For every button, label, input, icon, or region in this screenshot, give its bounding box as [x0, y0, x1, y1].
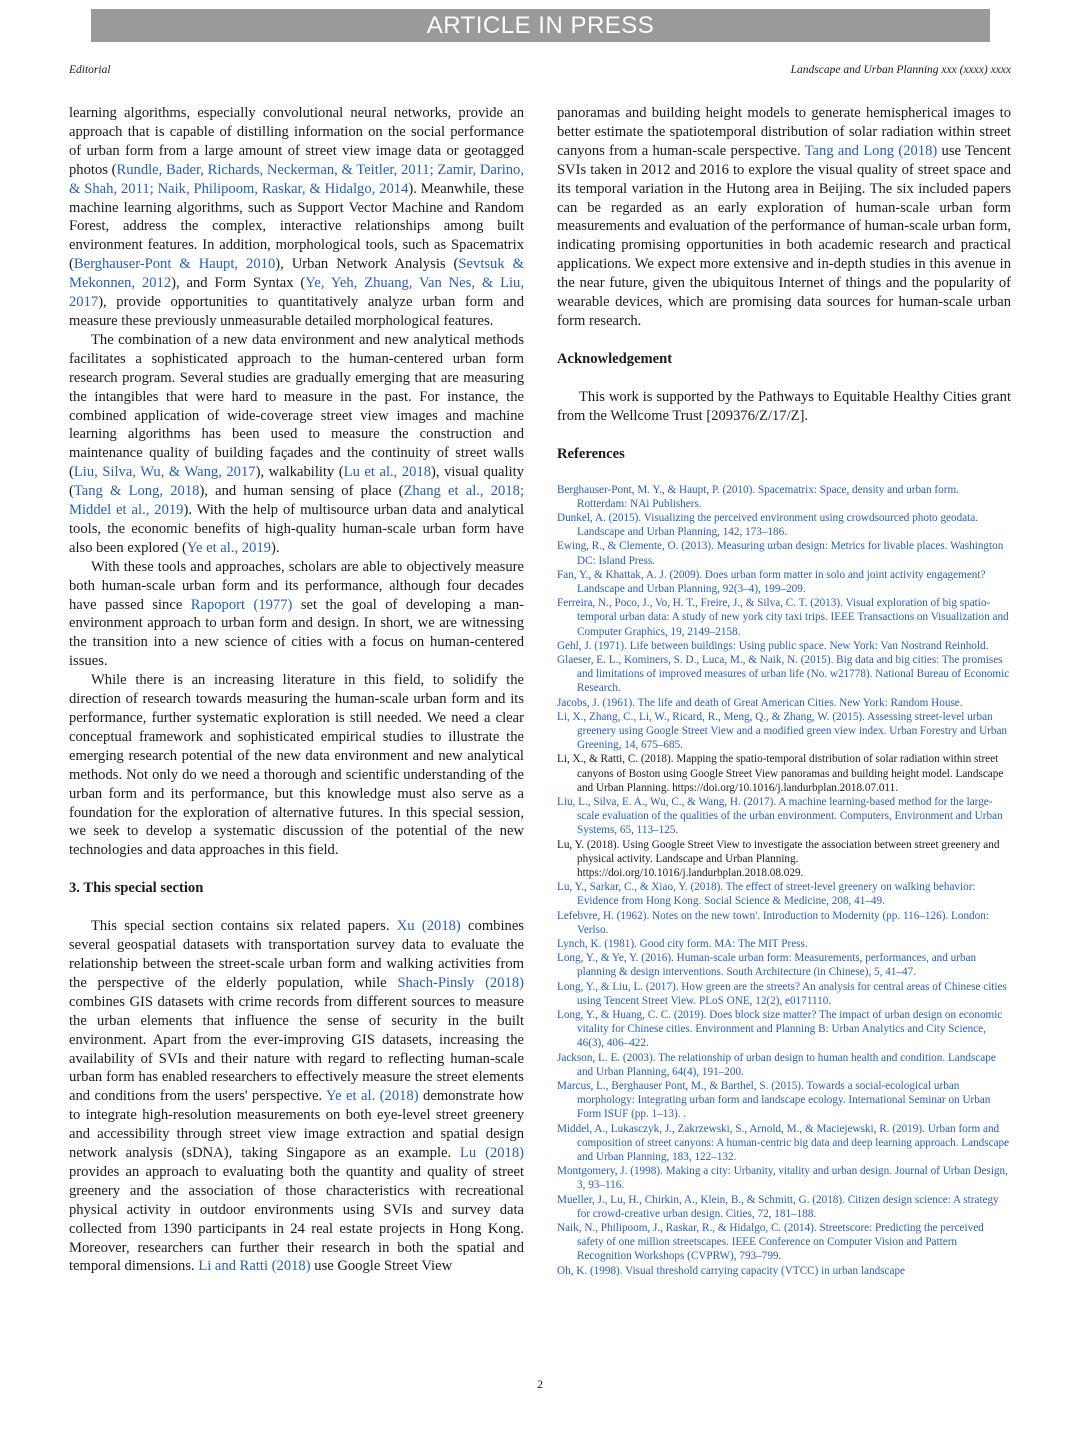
reference-item[interactable]: Liu, L., Silva, E. A., Wu, C., & Wang, H. (2017). A machine learning-based method for the large-scale evaluation of the qualities of the urban environment. Computers, Environment and Urban Systems, 65, 113–125.	[557, 795, 1003, 837]
citation-link[interactable]: Rundle, Bader, Richards, Neckerman, & Teitler, 2011; Zamir, Darino, & Shah, 2011; Naik, Philipoom, Raskar, & Hidalgo, 2014	[69, 161, 524, 197]
text-run: ). Meanwhile, these machine learning algorithms, such as Support Vector Machine and Random Forest, address the complex, interactive relationships among built environment features. In addition, morphological tools, such as Spacematrix (	[69, 180, 524, 273]
text-run: combines GIS datasets with crime records from different sources to measure the urban elements that influence the sense of security in the built environment. Apart from the ever-improving GIS datasets, increasing the availability of SVIs and their nature with regard to reflecting human-scale urban form has enabled researchers to effectively measure the street elements and conditions from the users' perspective.	[69, 993, 524, 1105]
text-run: ).	[270, 539, 280, 556]
reference-item[interactable]: Gehl, J. (1971). Life between buildings: Using public space. New York: Van Nostrand Reinhold.	[557, 639, 989, 652]
paragraph-special-section	[69, 917, 524, 1276]
left-column	[69, 104, 524, 1276]
reference-item[interactable]: Li, X., & Ratti, C. (2018). Mapping the spatio-temporal distribution of solar radiation within street canyons of Boston using Google Street View panoramas and building height model. Landscape and Urban Planning. https://doi.org/10.1016/j.landurbplan.2018.07.011.	[557, 753, 1004, 794]
citation-link[interactable]: Li and Ratti (2018)	[198, 1258, 311, 1275]
citation-link[interactable]: Lu (2018)	[460, 1145, 524, 1162]
text-run: set the goal of developing a man-environment approach to urban form and design. In short, we are witnessing the transition into a new science of cities with a focus on human-centered issues.	[69, 596, 525, 670]
reference-item[interactable]: Mueller, J., Lu, H., Chirkin, A., Klein, B., & Schmitt, G. (2018). Citizen design science: A strategy for crowd-creative urban design. Cities, 72, 181–188.	[557, 1193, 999, 1220]
citation-link[interactable]: Berghauser-Pont & Haupt, 2010	[73, 256, 276, 273]
text-run: use Tencent SVIs taken in 2012 and 2016 to explore the visual quality of street space and its temporal variation in the Hutong area in Beijing. The six included papers can be regarded as an early exploration of human-scale urban form measurements and evaluation of the performance of human-scale urban form, indicating promising opportunities in both academic research and practical applications. We expect more extensive and in-depth studies in this avenue in the near future, given the ubiquitous Internet of things and the popularity of wearable devices, which are promising data sources for human-scale urban form research.	[557, 142, 1011, 329]
citation-link[interactable]: Ye, Yeh, Zhuang, Van Nes, & Liu, 2017	[69, 275, 525, 311]
citation-link[interactable]: Ye et al., 2019	[186, 539, 271, 556]
reference-item[interactable]: Jacobs, J. (1961). The life and death of Great American Cities. New York: Random House.	[557, 696, 963, 709]
reference-item[interactable]: Naik, N., Philipoom, J., Raskar, R., & Hidalgo, C. (2014). Streetscore: Predicting the perceived safety of one million streetscapes. IEEE Conference on Computer Vision and Pattern Recognition Workshops (CVPRW), 793–799.	[557, 1222, 984, 1263]
reference-item[interactable]: Lefebvre, H. (1962). Notes on the new town'. Introduction to Modernity (pp. 116–126). London: Verlso.	[557, 909, 989, 936]
reference-list	[557, 483, 1011, 1278]
citation-link[interactable]: Liu, Silva, Wu, & Wang, 2017	[73, 464, 256, 481]
reference-item[interactable]: Glaeser, E. L., Kominers, S. D., Luca, M., & Naik, N. (2015). Big data and big cities: The promises and limitations of improved measures of urban life (No. w21778). National Bureau of Economic Research.	[557, 653, 1010, 695]
citation-link[interactable]: Shach-Pinsly (2018)	[397, 974, 524, 991]
reference-item[interactable]: Ferreira, N., Poco, J., Vo, H. T., Freire, J., & Silva, C. T. (2013). Visual exploration of big spatio-temporal urban data: A study of new york city taxi trips. IEEE Transactions on Visualization and Computer Graphics, 19, 2149–2158.	[557, 597, 1009, 638]
text-run: ), walkability (	[255, 464, 344, 481]
acknowledgement-text: This work is supported by the Pathways to Equitable Healthy Cities grant from the Wellcome Trust [209376/Z/17/Z].	[557, 388, 1011, 424]
reference-item[interactable]: Long, Y., & Huang, C. C. (2019). Does block size matter? The impact of urban design on economic vitality for Chinese cities. Environment and Planning B: Urban Analytics and City Science, 46(3), 406–422.	[557, 1009, 1003, 1050]
paragraph-new-data-environment	[69, 331, 524, 558]
article-in-press-banner: ARTICLE IN PRESS	[91, 9, 990, 42]
reference-item[interactable]: Lu, Y., Sarkar, C., & Xiao, Y. (2018). The effect of street-level greenery on walking behavior: Evidence from Hong Kong. Social Science & Medicine, 208, 41–49.	[557, 881, 976, 908]
reference-item[interactable]: Dunkel, A. (2015). Visualizing the perceived environment using crowdsourced photo geodata. Landscape and Urban Planning, 142, 173–186.	[557, 511, 979, 539]
text-run: The combination of a new data environment and new analytical methods facilitates a sophisticated approach to the human-centered urban form research program. Several studies are gradually emerging that are measuring the intangibles that were hard to measure in the past. For instance, the combined application of wide-coverage street view images and machine learning algorithms has been used to measure the construction and maintenance quality of building façades and the continuity of street walls (	[69, 331, 524, 481]
reference-item[interactable]: Montgomery, J. (1998). Making a city: Urbanity, vitality and urban design. Journal of Urban Design, 3, 93–116.	[557, 1165, 1008, 1192]
reference-item[interactable]: Fan, Y., & Khattak, A. J. (2009). Does urban form matter in solo and joint activity engagement? Landscape and Urban Planning, 92(3–4), 199–209.	[557, 568, 986, 595]
text-run: provides an approach to evaluating both the quantity and quality of street greenery and the association of those characteristics with recreational physical activity in outdoor environments using SVIs and survey data collected from 1390 participants in 24 real estate projects in Hong Kong. Moreover, researchers can further their research in both the spatial and temporal dimensions.	[69, 1163, 524, 1275]
paragraph-tools-approaches	[69, 558, 524, 671]
page-number: 2	[537, 1377, 543, 1391]
running-header-left: Editorial	[69, 64, 111, 76]
reference-item[interactable]: Marcus, L., Berghauser Pont, M., & Barthel, S. (2015). Towards a social-ecological urban morphology: Integrating urban form and landscape ecology. International Seminar on Urban Form ISUF (pp. 1–13). .	[557, 1080, 991, 1121]
citation-link[interactable]: Zhang et al., 2018; Middel et al., 2019	[69, 483, 524, 519]
citation-link[interactable]: Tang & Long, 2018	[73, 483, 200, 500]
paragraph-increasing-literature: While there is an increasing literature in this field, to solidify the direction of research towards measuring the human-scale urban form and its performance, further systematic exploration is still needed. We need a clear conceptual framework and sophisticated empirical studies to illustrate the emerging research potential of the new data environment and new analytical methods. Not only do we need a thorough and scientific understanding of the urban form and its performance, but this knowledge must also serve as a foundation for the exploration of alternative futures. In this special session, we seek to develop a systematic discussion of the potential of the new technologies and data approaches in this field.	[69, 672, 524, 859]
citation-link[interactable]: Xu (2018)	[396, 918, 461, 935]
reference-item[interactable]: Long, Y., & Liu, L. (2017). How green are the streets? An analysis for central areas of Chinese cities using Tencent Street View. PLoS ONE, 12(2), e0171110.	[557, 980, 1007, 1007]
paragraph-continued	[557, 104, 1011, 331]
text-run: This special section contains six related papers.	[91, 918, 397, 935]
reference-item[interactable]: Long, Y., & Ye, Y. (2016). Human-scale urban form: Measurements, performances, and urban planning & design interventions. South Architecture (in Chinese), 5, 41–47.	[557, 952, 977, 979]
running-header-right: Landscape and Urban Planning xxx (xxxx) xxxx	[790, 64, 1011, 76]
citation-link[interactable]: Sevtsuk & Mekonnen, 2012	[69, 256, 524, 292]
reference-item[interactable]: Lu, Y. (2018). Using Google Street View to investigate the association between street greenery and physical activity. Landscape and Urban Planning. https://doi.org/10.1016/j.landurbplan.2018.08.029.	[557, 838, 1000, 879]
right-column	[557, 104, 1011, 1278]
reference-item[interactable]: Jackson, L. E. (2003). The relationship of urban design to human health and condition. Landscape and Urban Planning, 64(4), 191–200.	[557, 1051, 996, 1078]
section-heading-special-section: 3. This special section	[69, 880, 204, 897]
text-run: ), provide opportunities to quantitatively analyze urban form and measure these previously unmeasurable detailed morphological features.	[69, 294, 524, 329]
text-run: ), and human sensing of place (	[199, 483, 404, 500]
reference-item[interactable]: Berghauser-Pont, M. Y., & Haupt, P. (2010). Spacematrix: Space, density and urban form. Rotterdam: NAi Publishers.	[557, 483, 959, 510]
text-run: use Google Street View	[310, 1258, 453, 1275]
text-run: ). With the help of multisource urban data and analytical tools, the economic benefits of high-quality human-scale urban form have also been explored (	[69, 502, 524, 556]
text-run: panoramas and building height models to generate hemispherical images to better estimate the spatiotemporal distribution of solar radiation within street canyons from a human-scale perspective.	[557, 105, 1011, 159]
text-run: demonstrate how to integrate high-resolution measurements on both eye-level street greenery and accessibility through street view image extraction and spatial design network analysis (sDNA), taking Singapore as an example.	[69, 1088, 524, 1162]
reference-item[interactable]: Lynch, K. (1981). Good city form. MA: The MIT Press.	[557, 938, 808, 950]
reference-item[interactable]: Ewing, R., & Clemente, O. (2013). Measuring urban design: Metrics for livable places. Washington DC: Island Press.	[557, 540, 1004, 567]
text-run: ), and Form Syntax (	[171, 275, 306, 292]
text-run: ), visual quality (	[69, 464, 524, 500]
text-run: combines several geospatial datasets with transportation survey data to evaluate the relationship between the street-scale urban form and walking activities from the perspective of the elderly population, while	[69, 918, 524, 991]
citation-link[interactable]: Rapoport (1977)	[190, 596, 293, 613]
references-heading: References	[557, 445, 625, 462]
citation-link[interactable]: Ye et al. (2018)	[326, 1088, 419, 1105]
acknowledgement-heading: Acknowledgement	[557, 350, 673, 367]
reference-item[interactable]: Oh, K. (1998). Visual threshold carrying capacity (VTCC) in urban landscape	[557, 1264, 906, 1277]
reference-item[interactable]: Li, X., Zhang, C., Li, W., Ricard, R., Meng, Q., & Zhang, W. (2015). Assessing street-level urban greenery using Google Street View and a modified green view index. Urban Forestry and Urban Greening, 14, 675–685.	[557, 710, 1008, 752]
citation-link[interactable]: Tang and Long (2018)	[804, 142, 938, 159]
text-run: With these tools and approaches, scholars are able to objectively measure both human-scale urban form and its performance, although four decades have passed since	[69, 558, 524, 613]
citation-link[interactable]: Lu et al., 2018	[343, 464, 432, 481]
paragraph-ml-algorithms	[69, 104, 524, 331]
text-run: ), Urban Network Analysis (	[275, 256, 459, 273]
text-run: learning algorithms, especially convolutional neural networks, provide an approach that is capable of distilling information on the social performance of urban form from a large amount of street view image data or geotagged photos (	[69, 105, 524, 178]
reference-item[interactable]: Middel, A., Lukasczyk, J., Zakrzewski, S., Arnold, M., & Maciejewski, R. (2019). Urban form and composition of street canyons: A human-centric big data and deep learning approach. Landscape and Urban Planning, 183, 122–132.	[557, 1122, 1010, 1164]
